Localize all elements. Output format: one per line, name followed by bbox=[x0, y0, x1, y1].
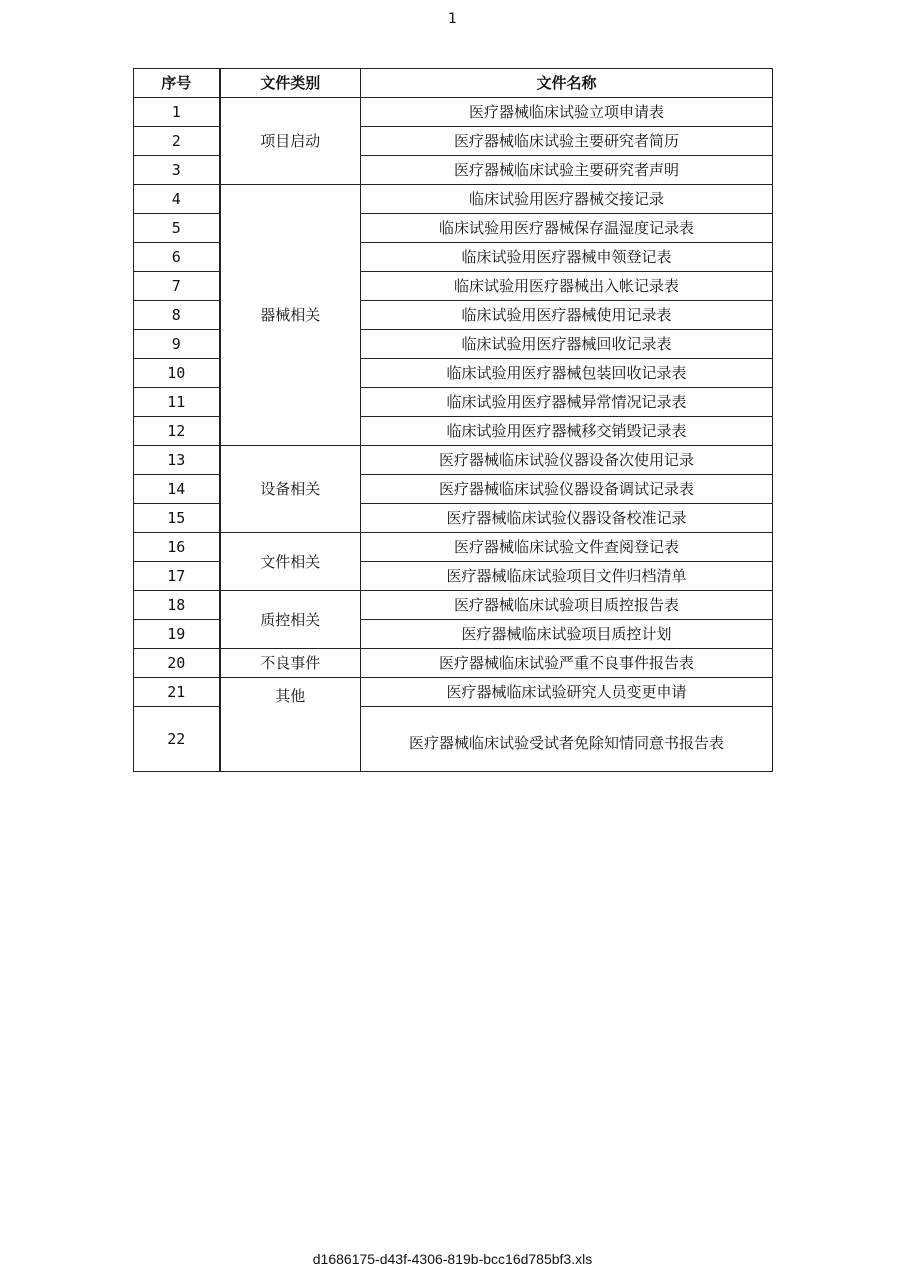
row-number: 10 bbox=[134, 359, 220, 388]
category-cell: 项目启动 bbox=[220, 98, 361, 185]
document-list-table bbox=[133, 68, 773, 772]
table-row bbox=[134, 98, 773, 127]
row-number: 20 bbox=[134, 649, 220, 678]
row-number: 13 bbox=[134, 446, 220, 475]
table-row bbox=[134, 446, 773, 475]
file-name: 医疗器械临床试验立项申请表 bbox=[361, 98, 773, 127]
file-name: 医疗器械临床试验仪器设备次使用记录 bbox=[361, 446, 773, 475]
file-name: 医疗器械临床试验项目质控报告表 bbox=[361, 591, 773, 620]
file-name: 医疗器械临床试验文件查阅登记表 bbox=[361, 533, 773, 562]
row-number: 22 bbox=[134, 707, 220, 772]
header-file-name: 文件名称 bbox=[361, 69, 773, 98]
file-name: 医疗器械临床试验主要研究者简历 bbox=[361, 127, 773, 156]
row-number: 6 bbox=[134, 243, 220, 272]
file-name: 临床试验用医疗器械回收记录表 bbox=[361, 330, 773, 359]
row-number: 17 bbox=[134, 562, 220, 591]
file-name: 医疗器械临床试验受试者免除知情同意书报告表 bbox=[361, 707, 773, 772]
category-cell: 设备相关 bbox=[220, 446, 361, 533]
table-row bbox=[134, 185, 773, 214]
file-name: 临床试验用医疗器械交接记录 bbox=[361, 185, 773, 214]
row-number: 12 bbox=[134, 417, 220, 446]
file-name: 临床试验用医疗器械申领登记表 bbox=[361, 243, 773, 272]
file-name: 临床试验用医疗器械使用记录表 bbox=[361, 301, 773, 330]
row-number: 16 bbox=[134, 533, 220, 562]
row-number: 14 bbox=[134, 475, 220, 504]
row-number: 5 bbox=[134, 214, 220, 243]
file-name: 医疗器械临床试验仪器设备调试记录表 bbox=[361, 475, 773, 504]
file-name: 临床试验用医疗器械保存温湿度记录表 bbox=[361, 214, 773, 243]
row-number: 8 bbox=[134, 301, 220, 330]
category-cell: 不良事件 bbox=[220, 649, 361, 678]
file-name: 医疗器械临床试验项目质控计划 bbox=[361, 620, 773, 649]
page-number: 1 bbox=[448, 11, 457, 27]
row-number: 15 bbox=[134, 504, 220, 533]
file-name: 医疗器械临床试验仪器设备校准记录 bbox=[361, 504, 773, 533]
file-name: 医疗器械临床试验项目文件归档清单 bbox=[361, 562, 773, 591]
category-cell: 其他 bbox=[220, 678, 361, 772]
category-cell: 质控相关 bbox=[220, 591, 361, 649]
row-number: 11 bbox=[134, 388, 220, 417]
file-name: 临床试验用医疗器械包装回收记录表 bbox=[361, 359, 773, 388]
header-serial-number: 序号 bbox=[134, 69, 220, 98]
file-name: 医疗器械临床试验主要研究者声明 bbox=[361, 156, 773, 185]
file-name: 医疗器械临床试验研究人员变更申请 bbox=[361, 678, 773, 707]
row-number: 4 bbox=[134, 185, 220, 214]
file-name: 医疗器械临床试验严重不良事件报告表 bbox=[361, 649, 773, 678]
row-number: 7 bbox=[134, 272, 220, 301]
row-number: 3 bbox=[134, 156, 220, 185]
table-row bbox=[134, 533, 773, 562]
row-number: 21 bbox=[134, 678, 220, 707]
row-number: 18 bbox=[134, 591, 220, 620]
category-cell: 文件相关 bbox=[220, 533, 361, 591]
row-number: 9 bbox=[134, 330, 220, 359]
file-name: 临床试验用医疗器械出入帐记录表 bbox=[361, 272, 773, 301]
row-number: 1 bbox=[134, 98, 220, 127]
file-name: 临床试验用医疗器械移交销毁记录表 bbox=[361, 417, 773, 446]
file-name-footer: d1686175-d43f-4306-819b-bcc16d785bf3.xls bbox=[312, 1251, 593, 1267]
row-number: 2 bbox=[134, 127, 220, 156]
file-name: 临床试验用医疗器械异常情况记录表 bbox=[361, 388, 773, 417]
table-row bbox=[134, 591, 773, 620]
table-row bbox=[134, 678, 773, 707]
table-row bbox=[134, 649, 773, 678]
row-number: 19 bbox=[134, 620, 220, 649]
table-header-row bbox=[134, 69, 773, 98]
header-file-category: 文件类别 bbox=[220, 69, 361, 98]
category-cell: 器械相关 bbox=[220, 185, 361, 446]
